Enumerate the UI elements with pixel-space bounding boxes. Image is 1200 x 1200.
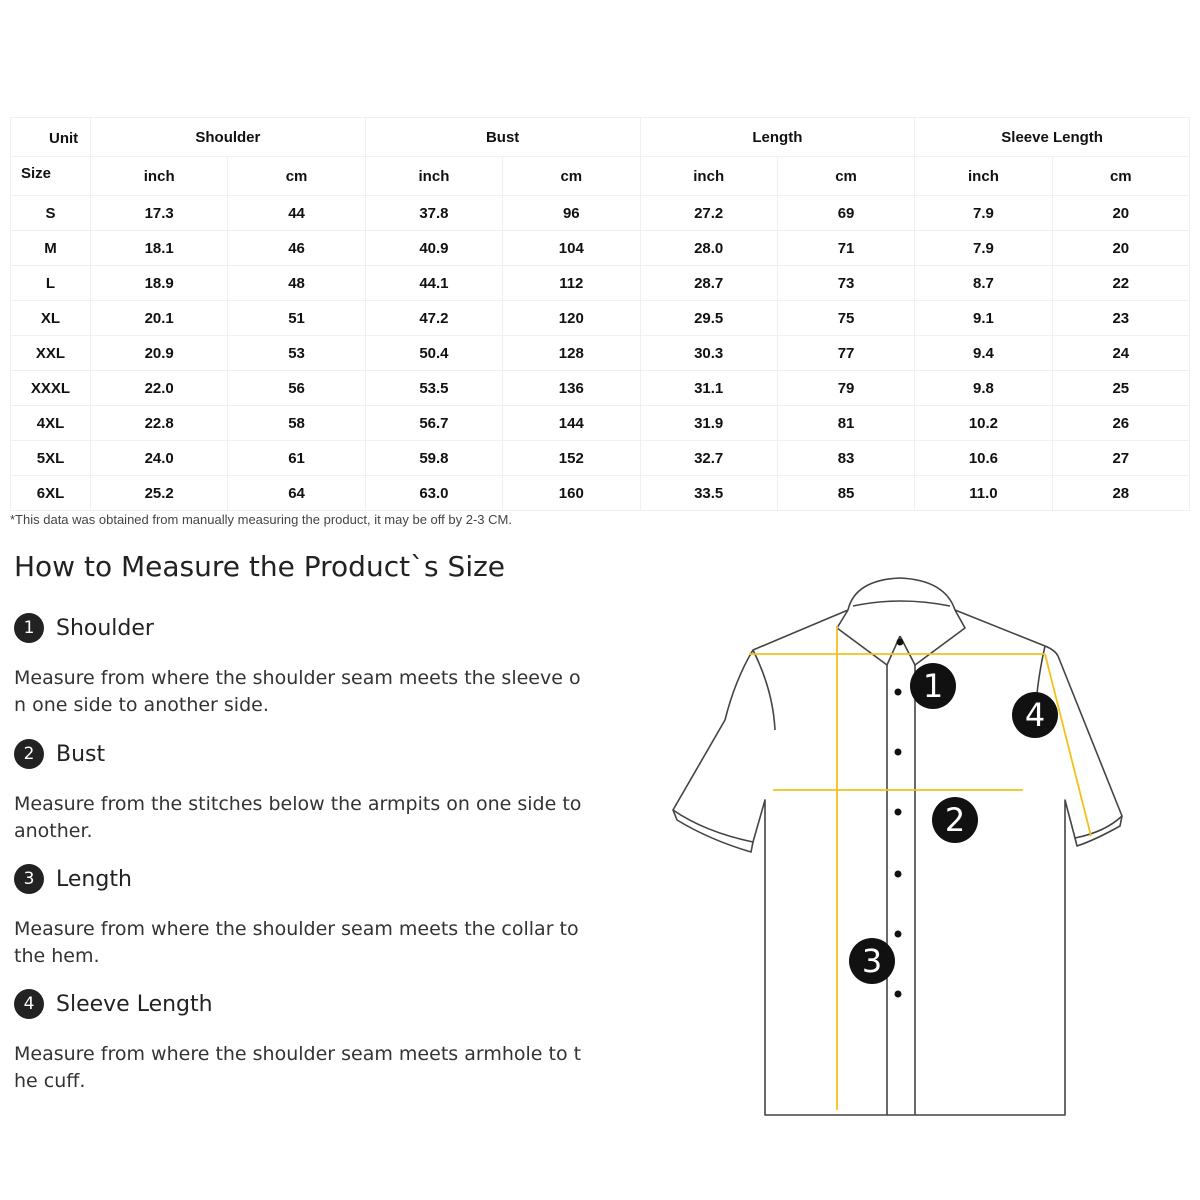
- step-title: Sleeve Length: [56, 991, 213, 1017]
- measurement-cell: 44: [228, 196, 365, 231]
- size-name-cell: M: [11, 231, 91, 266]
- measurement-cell: 25.2: [91, 476, 228, 511]
- measurement-cell: 144: [503, 406, 640, 441]
- marker-2: [932, 797, 978, 843]
- size-row: [11, 301, 1190, 336]
- measurement-cell: 71: [777, 231, 914, 266]
- shirt-measurement-diagram: [665, 570, 1135, 1130]
- step-number-badge: 2: [14, 739, 44, 769]
- measurement-cell: 18.9: [91, 266, 228, 301]
- measurement-cell: 73: [777, 266, 914, 301]
- measurement-cell: 27: [1052, 441, 1189, 476]
- measurement-cell: 22.0: [91, 371, 228, 406]
- size-name-cell: XXL: [11, 336, 91, 371]
- measurement-cell: 56.7: [365, 406, 502, 441]
- unit-cell: cm: [228, 157, 365, 196]
- size-row: [11, 406, 1190, 441]
- unit-cell: inch: [365, 157, 502, 196]
- unit-cell: cm: [1052, 157, 1189, 196]
- measurement-cell: 20: [1052, 231, 1189, 266]
- marker-3: [849, 938, 895, 984]
- step-bust: [14, 737, 594, 845]
- measurement-cell: 8.7: [915, 266, 1052, 301]
- measurement-cell: 96: [503, 196, 640, 231]
- measurement-cell: 40.9: [365, 231, 502, 266]
- measurement-cell: 37.8: [365, 196, 502, 231]
- unit-header-row: [11, 157, 1190, 196]
- size-rows: [11, 196, 1190, 511]
- measurement-cell: 30.3: [640, 336, 777, 371]
- measurement-cell: 85: [777, 476, 914, 511]
- shirt-outline: [673, 578, 1122, 1115]
- unit-cell: cm: [503, 157, 640, 196]
- measurement-cell: 136: [503, 371, 640, 406]
- size-row: [11, 196, 1190, 231]
- measurement-cell: 53.5: [365, 371, 502, 406]
- marker-4: [1012, 692, 1058, 738]
- size-header: [11, 157, 91, 196]
- step-title: Shoulder: [56, 615, 154, 641]
- measurement-cell: 160: [503, 476, 640, 511]
- measurement-cell: 26: [1052, 406, 1189, 441]
- group-header-row: [11, 118, 1190, 157]
- measurement-cell: 24: [1052, 336, 1189, 371]
- measurement-cell: 27.2: [640, 196, 777, 231]
- size-name-cell: XXXL: [11, 371, 91, 406]
- marker-2-label: 2: [944, 801, 966, 839]
- measurement-cell: 11.0: [915, 476, 1052, 511]
- measurement-cell: 53: [228, 336, 365, 371]
- group-sleeve-length: Sleeve Length: [915, 118, 1190, 157]
- measurement-cell: 79: [777, 371, 914, 406]
- measurement-cell: 75: [777, 301, 914, 336]
- measurement-cell: 56: [228, 371, 365, 406]
- step-description: Measure from where the shoulder seam meets the sleeve on one side to another side.: [14, 667, 581, 716]
- measurement-cell: 29.5: [640, 301, 777, 336]
- measurement-cell: 32.7: [640, 441, 777, 476]
- marker-1: [910, 663, 956, 709]
- step-number-badge: 1: [14, 613, 44, 643]
- measurement-cell: 63.0: [365, 476, 502, 511]
- size-label: Size: [21, 165, 52, 182]
- measurement-cell: 64: [228, 476, 365, 511]
- step-description: Measure from where the shoulder seam meets the collar to the hem.: [14, 918, 579, 967]
- measurement-cell: 20.9: [91, 336, 228, 371]
- unit-header: [11, 118, 91, 157]
- measurement-cell: 24.0: [91, 441, 228, 476]
- unit-label: Unit: [49, 130, 79, 147]
- unit-cell: cm: [777, 157, 914, 196]
- step-length: [14, 862, 594, 970]
- measurement-cell: 22.8: [91, 406, 228, 441]
- measurement-cell: 20.1: [91, 301, 228, 336]
- size-name-cell: XL: [11, 301, 91, 336]
- unit-cell: inch: [915, 157, 1052, 196]
- measurement-cell: 104: [503, 231, 640, 266]
- measurement-cell: 18.1: [91, 231, 228, 266]
- step-number-badge: 4: [14, 989, 44, 1019]
- group-shoulder: Shoulder: [91, 118, 366, 157]
- measurement-cell: 22: [1052, 266, 1189, 301]
- measurement-cell: 7.9: [915, 231, 1052, 266]
- measurement-cell: 77: [777, 336, 914, 371]
- measurement-cell: 9.8: [915, 371, 1052, 406]
- marker-4-label: 4: [1024, 696, 1046, 734]
- marker-1-label: 1: [922, 667, 944, 705]
- size-name-cell: 4XL: [11, 406, 91, 441]
- step-number-badge: 3: [14, 864, 44, 894]
- group-length: Length: [640, 118, 915, 157]
- measurement-cell: 152: [503, 441, 640, 476]
- measurement-cell: 31.1: [640, 371, 777, 406]
- measurement-cell: 112: [503, 266, 640, 301]
- measurement-cell: 59.8: [365, 441, 502, 476]
- step-description: Measure from the stitches below the armpits on one side to another.: [14, 793, 582, 842]
- measurement-cell: 9.4: [915, 336, 1052, 371]
- unit-cell: inch: [640, 157, 777, 196]
- measurement-cell: 44.1: [365, 266, 502, 301]
- size-row: [11, 476, 1190, 511]
- measurement-cell: 46: [228, 231, 365, 266]
- group-bust: Bust: [365, 118, 640, 157]
- measurement-cell: 48: [228, 266, 365, 301]
- howto-title: How to Measure the Product`s Size: [14, 550, 506, 583]
- measurement-cell: 25: [1052, 371, 1189, 406]
- measurement-cell: 120: [503, 301, 640, 336]
- measurement-cell: 28.0: [640, 231, 777, 266]
- measurement-cell: 10.6: [915, 441, 1052, 476]
- size-name-cell: 6XL: [11, 476, 91, 511]
- measurement-cell: 50.4: [365, 336, 502, 371]
- measurement-cell: 10.2: [915, 406, 1052, 441]
- measurement-cell: 83: [777, 441, 914, 476]
- measurement-cell: 47.2: [365, 301, 502, 336]
- measurement-cell: 28: [1052, 476, 1189, 511]
- size-row: [11, 266, 1190, 301]
- size-row: [11, 371, 1190, 406]
- measurement-cell: 9.1: [915, 301, 1052, 336]
- measurement-cell: 128: [503, 336, 640, 371]
- step-sleeve-length: [14, 987, 594, 1095]
- size-name-cell: 5XL: [11, 441, 91, 476]
- step-title: Length: [56, 866, 132, 892]
- measurement-cell: 58: [228, 406, 365, 441]
- step-title: Bust: [56, 741, 106, 767]
- measurement-cell: 81: [777, 406, 914, 441]
- measurement-cell: 17.3: [91, 196, 228, 231]
- step-shoulder: [14, 611, 594, 719]
- measurement-note: *This data was obtained from manually measuring the product, it may be off by 2-3 CM.: [10, 512, 512, 527]
- measurement-cell: 20: [1052, 196, 1189, 231]
- measurement-cell: 23: [1052, 301, 1189, 336]
- measurement-cell: 31.9: [640, 406, 777, 441]
- size-name-cell: L: [11, 266, 91, 301]
- unit-cell: inch: [91, 157, 228, 196]
- measurement-cell: 7.9: [915, 196, 1052, 231]
- marker-3-label: 3: [861, 942, 883, 980]
- measurement-cell: 51: [228, 301, 365, 336]
- size-row: [11, 231, 1190, 266]
- measurement-cell: 28.7: [640, 266, 777, 301]
- measurement-cell: 69: [777, 196, 914, 231]
- size-chart-table: [10, 117, 1190, 511]
- size-name-cell: S: [11, 196, 91, 231]
- shirt-buttons: [895, 639, 904, 998]
- step-description: Measure from where the shoulder seam meets armhole to the cuff.: [14, 1043, 582, 1092]
- size-row: [11, 441, 1190, 476]
- size-row: [11, 336, 1190, 371]
- measurement-cell: 61: [228, 441, 365, 476]
- measurement-cell: 33.5: [640, 476, 777, 511]
